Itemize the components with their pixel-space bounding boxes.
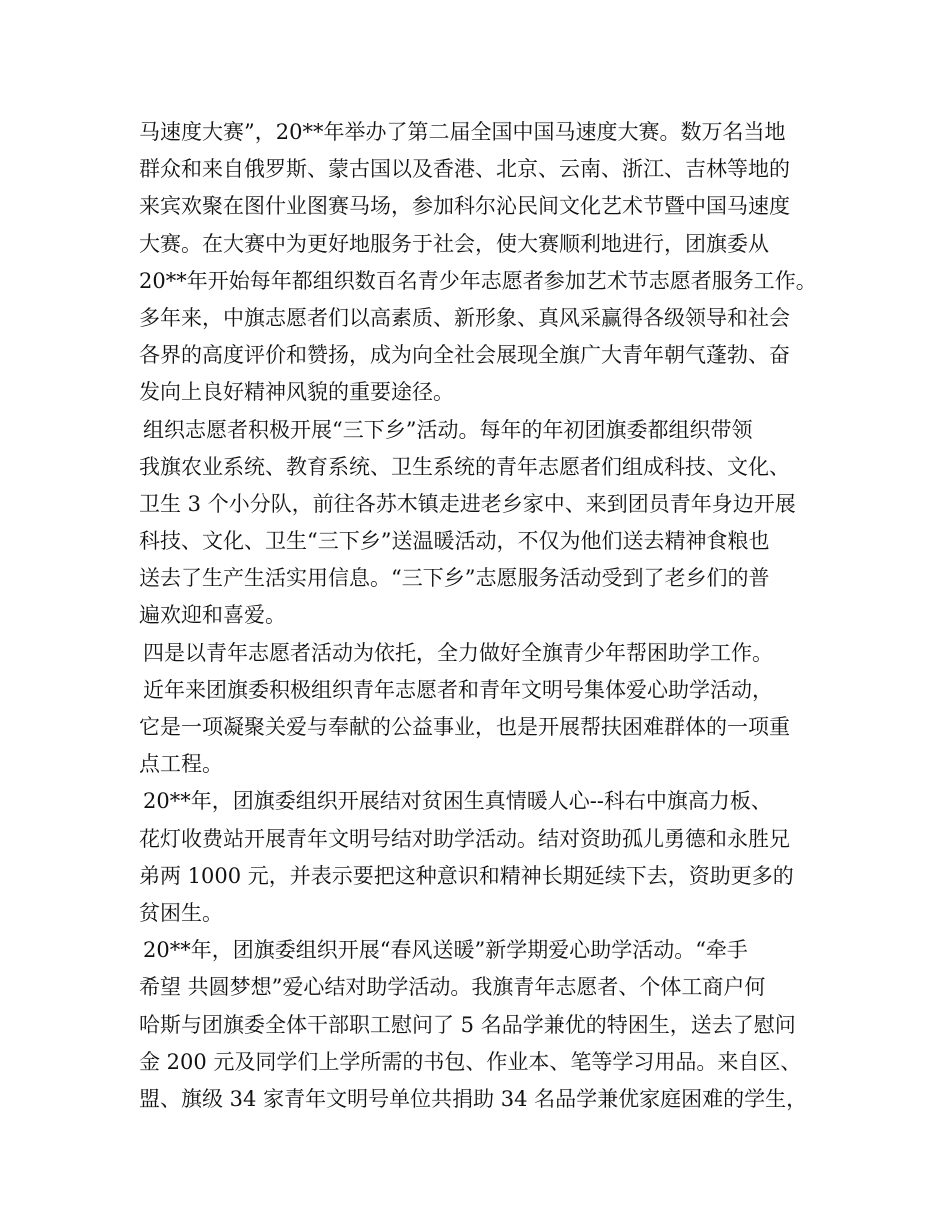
- text-line: 20**年开始每年都组织数百名青少年志愿者参加艺术节志愿者服务工作。: [139, 268, 817, 293]
- text-line: 哈斯与团旗委全体干部职工慰问了 5 名品学兼优的特困生，送去了慰问: [139, 1012, 796, 1037]
- text-line: 弟两 1000 元，并表示要把这种意识和精神长期延续下去，资助更多的: [139, 863, 794, 888]
- text-line: 希望 共圆梦想”爱心结对助学活动。我旗青年志愿者、个体工商户何: [139, 975, 766, 1000]
- text-line: 多年来，中旗志愿者们以高素质、新形象、真风采赢得各级领导和社会: [139, 305, 790, 330]
- text-line: 卫生 3 个小分队，前往各苏木镇走进老乡家中、来到团员青年身边开展: [139, 491, 796, 516]
- paragraph-start-line: 20**年，团旗委组织开展“春风送暖”新学期爱心助学活动。“牵手: [143, 938, 748, 963]
- text-line: 盟、旗级 34 家青年文明号单位共捐助 34 名品学兼优家庭困难的学生，: [139, 1086, 808, 1111]
- text-line: 来宾欢聚在图什业图赛马场，参加科尔沁民间文化艺术节暨中国马速度: [139, 194, 790, 219]
- text-line: 它是一项凝聚关爱与奉献的公益事业，也是开展帮扶困难群体的一项重: [139, 715, 790, 739]
- text-line: 大赛。在大赛中为更好地服务于社会，使大赛顺利地进行，团旗委从: [139, 231, 769, 256]
- paragraph-start-line: 四是以青年志愿者活动为依托，全力做好全旗青少年帮困助学工作。: [143, 640, 773, 665]
- text-line: 发向上良好精神风貌的重要途径。: [139, 380, 454, 405]
- paragraph-start-line: 近年来团旗委积极组织青年志愿者和青年文明号集体爱心助学活动，: [143, 677, 773, 702]
- text-line: 金 200 元及同学们上学所需的书包、作业本、笔等学习用品。来自区、: [139, 1049, 802, 1074]
- document-body: [139, 114, 839, 1118]
- text-line: 各界的高度评价和赞扬，成为向全社会展现全旗广大青年朝气蓬勃、奋: [139, 343, 790, 368]
- text-line: 花灯收费站开展青年文明号结对助学活动。结对资助孤儿勇德和永胜兄: [139, 826, 790, 851]
- text-line: 遍欢迎和喜爱。: [139, 603, 286, 628]
- text-line: 送去了生产生活实用信息。“三下乡”志愿服务活动受到了老乡们的普: [139, 566, 770, 591]
- text-line: 贫困生。: [139, 900, 223, 925]
- paragraph-start-line: 20**年，团旗委组织开展结对贫困生真情暖人心--科右中旗高力板、: [143, 789, 772, 814]
- text-line: 群众和来自俄罗斯、蒙古国以及香港、北京、云南、浙江、吉林等地的: [139, 157, 790, 182]
- text-line: 我旗农业系统、教育系统、卫生系统的青年志愿者们组成科技、文化、: [139, 454, 790, 479]
- text-line: 点工程。: [139, 752, 223, 777]
- text-line: 马速度大赛”，20**年举办了第二届全国中国马速度大赛。数万名当地: [139, 120, 786, 144]
- paragraph-start-line: 组织志愿者积极开展“三下乡”活动。每年的年初团旗委都组织带领: [143, 417, 753, 442]
- text-line: 科技、文化、卫生“三下乡”送温暖活动，不仅为他们送去精神食粮也: [139, 529, 770, 554]
